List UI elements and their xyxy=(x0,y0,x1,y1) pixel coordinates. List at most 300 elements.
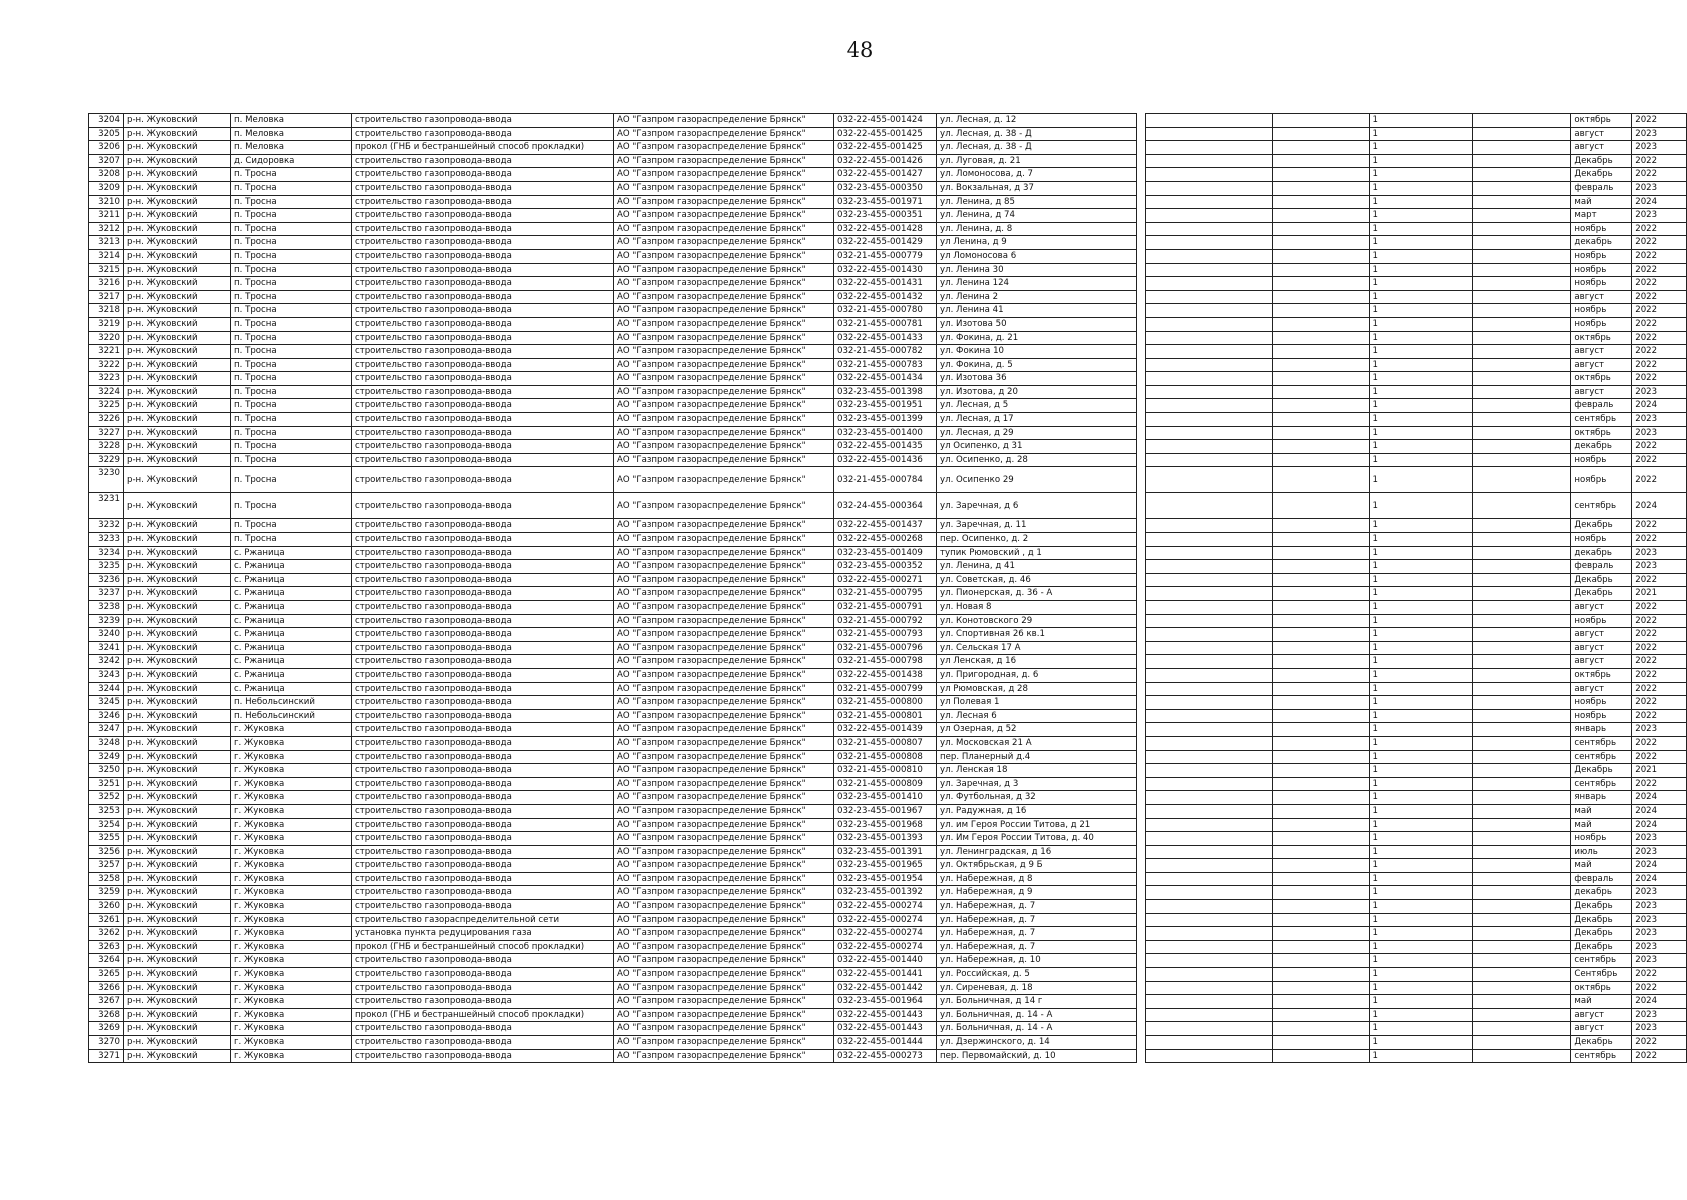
table-row xyxy=(89,872,1137,886)
table-row xyxy=(1146,872,1687,886)
table-row xyxy=(1146,696,1687,710)
year-cell: 2022 xyxy=(1632,263,1687,277)
district-cell: р-н. Жуковский xyxy=(124,804,231,818)
table-row xyxy=(1146,818,1687,832)
quantity-cell: 1 xyxy=(1369,913,1473,927)
blank-cell xyxy=(1146,777,1273,791)
object-code-cell: 032-23-455-001968 xyxy=(834,818,937,832)
settlement-cell: г. Жуковка xyxy=(231,927,352,941)
work-type-cell: строительство газопровода-ввода xyxy=(352,709,614,723)
settlement-cell: п. Меловка xyxy=(231,114,352,128)
organization-cell: АО "Газпром газораспределение Брянск" xyxy=(614,872,834,886)
blank-cell xyxy=(1272,913,1369,927)
object-code-cell: 032-22-455-000274 xyxy=(834,927,937,941)
address-cell: ул Озерная, д 52 xyxy=(937,723,1137,737)
organization-cell: АО "Газпром газораспределение Брянск" xyxy=(614,818,834,832)
table-row xyxy=(89,290,1137,304)
blank-cell xyxy=(1146,655,1273,669)
quantity-cell: 1 xyxy=(1369,519,1473,533)
table-row xyxy=(89,154,1137,168)
settlement-cell: с. Ржаница xyxy=(231,668,352,682)
object-code-cell: 032-22-455-001424 xyxy=(834,114,937,128)
district-cell: р-н. Жуковский xyxy=(124,358,231,372)
blank-cell xyxy=(1272,168,1369,182)
blank-cell xyxy=(1272,209,1369,223)
year-cell: 2024 xyxy=(1632,804,1687,818)
blank-cell xyxy=(1146,696,1273,710)
table-row xyxy=(89,927,1137,941)
blank-cell xyxy=(1272,601,1369,615)
object-code-cell: 032-22-455-001440 xyxy=(834,954,937,968)
settlement-cell: г. Жуковка xyxy=(231,845,352,859)
row-number: 3243 xyxy=(89,668,124,682)
blank-cell xyxy=(1146,440,1273,454)
blank-cell xyxy=(1473,426,1571,440)
table-row xyxy=(1146,927,1687,941)
month-cell: ноябрь xyxy=(1571,832,1632,846)
work-type-cell: строительство газораспределительной сети xyxy=(352,913,614,927)
address-cell: ул. Набережная, д 9 xyxy=(937,886,1137,900)
blank-cell xyxy=(1272,533,1369,547)
address-cell: ул. Набережная, д 8 xyxy=(937,872,1137,886)
address-cell: ул Полевая 1 xyxy=(937,696,1137,710)
blank-cell xyxy=(1473,573,1571,587)
year-cell: 2022 xyxy=(1632,641,1687,655)
blank-cell xyxy=(1473,940,1571,954)
address-cell: ул. Осипенко, д. 28 xyxy=(937,453,1137,467)
month-cell: сентябрь xyxy=(1571,750,1632,764)
object-code-cell: 032-22-455-001432 xyxy=(834,290,937,304)
year-cell: 2023 xyxy=(1632,940,1687,954)
object-code-cell: 032-23-455-001392 xyxy=(834,886,937,900)
object-code-cell: 032-22-455-000274 xyxy=(834,900,937,914)
blank-cell xyxy=(1473,1049,1571,1063)
month-cell: январь xyxy=(1571,723,1632,737)
year-cell: 2024 xyxy=(1632,195,1687,209)
district-cell: р-н. Жуковский xyxy=(124,872,231,886)
table-row xyxy=(1146,317,1687,331)
blank-cell xyxy=(1272,628,1369,642)
table-row xyxy=(1146,641,1687,655)
blank-cell xyxy=(1146,236,1273,250)
month-cell: август xyxy=(1571,1022,1632,1036)
table-row xyxy=(89,1022,1137,1036)
quantity-cell: 1 xyxy=(1369,791,1473,805)
blank-cell xyxy=(1473,236,1571,250)
blank-cell xyxy=(1473,385,1571,399)
address-cell: ул. Октябрьская, д 9 Б xyxy=(937,859,1137,873)
quantity-cell: 1 xyxy=(1369,304,1473,318)
object-code-cell: 032-22-455-001425 xyxy=(834,141,937,155)
work-type-cell: строительство газопровода-ввода xyxy=(352,440,614,454)
blank-cell xyxy=(1473,1036,1571,1050)
row-number: 3244 xyxy=(89,682,124,696)
table-row xyxy=(89,195,1137,209)
district-cell: р-н. Жуковский xyxy=(124,317,231,331)
object-code-cell: 032-23-455-001409 xyxy=(834,546,937,560)
work-type-cell: строительство газопровода-ввода xyxy=(352,168,614,182)
blank-cell xyxy=(1473,968,1571,982)
row-number: 3206 xyxy=(89,141,124,155)
quantity-cell: 1 xyxy=(1369,886,1473,900)
table-row xyxy=(89,358,1137,372)
blank-cell xyxy=(1272,886,1369,900)
address-cell: ул. Российская, д. 5 xyxy=(937,968,1137,982)
settlement-cell: п. Тросна xyxy=(231,304,352,318)
quantity-cell: 1 xyxy=(1369,345,1473,359)
row-number: 3270 xyxy=(89,1036,124,1050)
blank-cell xyxy=(1146,601,1273,615)
row-number: 3267 xyxy=(89,995,124,1009)
blank-cell xyxy=(1473,413,1571,427)
row-number: 3231 xyxy=(89,493,124,519)
object-code-cell: 032-22-455-001438 xyxy=(834,668,937,682)
settlement-cell: п. Тросна xyxy=(231,533,352,547)
work-type-cell: строительство газопровода-ввода xyxy=(352,209,614,223)
table-row xyxy=(1146,236,1687,250)
month-cell: август xyxy=(1571,385,1632,399)
work-type-cell: строительство газопровода-ввода xyxy=(352,886,614,900)
blank-cell xyxy=(1473,453,1571,467)
settlement-cell: с. Ржаница xyxy=(231,614,352,628)
blank-cell xyxy=(1473,900,1571,914)
table-row xyxy=(89,317,1137,331)
year-cell: 2024 xyxy=(1632,493,1687,519)
address-cell: ул. Им Героя России Титова, д. 40 xyxy=(937,832,1137,846)
object-code-cell: 032-21-455-000792 xyxy=(834,614,937,628)
address-cell: ул. им Героя России Титова, д 21 xyxy=(937,818,1137,832)
blank-cell xyxy=(1473,886,1571,900)
work-type-cell: строительство газопровода-ввода xyxy=(352,519,614,533)
work-type-cell: строительство газопровода-ввода xyxy=(352,668,614,682)
table-row xyxy=(89,546,1137,560)
table-row xyxy=(1146,628,1687,642)
work-type-cell: строительство газопровода-ввода xyxy=(352,372,614,386)
row-number: 3249 xyxy=(89,750,124,764)
table-row xyxy=(1146,601,1687,615)
year-cell: 2022 xyxy=(1632,453,1687,467)
row-number: 3209 xyxy=(89,181,124,195)
organization-cell: АО "Газпром газораспределение Брянск" xyxy=(614,413,834,427)
row-number: 3259 xyxy=(89,886,124,900)
settlement-cell: п. Тросна xyxy=(231,519,352,533)
blank-cell xyxy=(1272,723,1369,737)
organization-cell: АО "Газпром газораспределение Брянск" xyxy=(614,573,834,587)
month-cell: август xyxy=(1571,682,1632,696)
month-cell: ноябрь xyxy=(1571,533,1632,547)
blank-cell xyxy=(1272,968,1369,982)
blank-cell xyxy=(1473,263,1571,277)
year-cell: 2022 xyxy=(1632,317,1687,331)
quantity-cell: 1 xyxy=(1369,587,1473,601)
address-cell: ул. Лесная, д. 38 - Д xyxy=(937,127,1137,141)
address-cell: ул. Фокина, д. 21 xyxy=(937,331,1137,345)
blank-cell xyxy=(1146,345,1273,359)
object-code-cell: 032-21-455-000798 xyxy=(834,655,937,669)
district-cell: р-н. Жуковский xyxy=(124,927,231,941)
table-row xyxy=(1146,845,1687,859)
district-cell: р-н. Жуковский xyxy=(124,426,231,440)
address-cell: ул. Дзержинского, д. 14 xyxy=(937,1036,1137,1050)
year-cell: 2022 xyxy=(1632,249,1687,263)
organization-cell: АО "Газпром газораспределение Брянск" xyxy=(614,533,834,547)
district-cell: р-н. Жуковский xyxy=(124,141,231,155)
organization-cell: АО "Газпром газораспределение Брянск" xyxy=(614,277,834,291)
row-number: 3230 xyxy=(89,467,124,493)
month-cell: Декабрь xyxy=(1571,154,1632,168)
quantity-cell: 1 xyxy=(1369,804,1473,818)
organization-cell: АО "Газпром газораспределение Брянск" xyxy=(614,927,834,941)
district-cell: р-н. Жуковский xyxy=(124,399,231,413)
quantity-cell: 1 xyxy=(1369,209,1473,223)
object-code-cell: 032-21-455-000784 xyxy=(834,467,937,493)
table-row xyxy=(1146,750,1687,764)
district-cell: р-н. Жуковский xyxy=(124,900,231,914)
blank-cell xyxy=(1272,127,1369,141)
row-number: 3271 xyxy=(89,1049,124,1063)
table-row xyxy=(89,222,1137,236)
district-cell: р-н. Жуковский xyxy=(124,628,231,642)
object-code-cell: 032-22-455-000274 xyxy=(834,940,937,954)
blank-cell xyxy=(1473,533,1571,547)
table-row xyxy=(1146,1036,1687,1050)
address-cell: ул. Ленская 18 xyxy=(937,764,1137,778)
quantity-cell: 1 xyxy=(1369,832,1473,846)
month-cell: август xyxy=(1571,358,1632,372)
organization-cell: АО "Газпром газораспределение Брянск" xyxy=(614,141,834,155)
table-row xyxy=(89,628,1137,642)
object-code-cell: 032-22-455-001443 xyxy=(834,1022,937,1036)
district-cell: р-н. Жуковский xyxy=(124,940,231,954)
organization-cell: АО "Газпром газораспределение Брянск" xyxy=(614,641,834,655)
table-row xyxy=(1146,141,1687,155)
work-type-cell: строительство газопровода-ввода xyxy=(352,290,614,304)
settlement-cell: п. Тросна xyxy=(231,467,352,493)
organization-cell: АО "Газпром газораспределение Брянск" xyxy=(614,709,834,723)
table-row xyxy=(1146,277,1687,291)
year-cell: 2022 xyxy=(1632,168,1687,182)
year-cell: 2024 xyxy=(1632,818,1687,832)
blank-cell xyxy=(1146,750,1273,764)
month-cell: март xyxy=(1571,209,1632,223)
district-cell: р-н. Жуковский xyxy=(124,1036,231,1050)
settlement-cell: г. Жуковка xyxy=(231,832,352,846)
settlement-cell: г. Жуковка xyxy=(231,981,352,995)
blank-cell xyxy=(1272,900,1369,914)
address-cell: ул. Ленина 41 xyxy=(937,304,1137,318)
object-code-cell: 032-22-455-001431 xyxy=(834,277,937,291)
quantity-cell: 1 xyxy=(1369,927,1473,941)
object-code-cell: 032-22-455-001443 xyxy=(834,1008,937,1022)
month-cell: сентябрь xyxy=(1571,413,1632,427)
object-code-cell: 032-22-455-001429 xyxy=(834,236,937,250)
row-number: 3235 xyxy=(89,560,124,574)
settlement-cell: г. Жуковка xyxy=(231,900,352,914)
blank-cell xyxy=(1146,709,1273,723)
address-cell: ул. Лесная, д. 38 - Д xyxy=(937,141,1137,155)
organization-cell: АО "Газпром газораспределение Брянск" xyxy=(614,440,834,454)
district-cell: р-н. Жуковский xyxy=(124,1022,231,1036)
work-type-cell: строительство газопровода-ввода xyxy=(352,696,614,710)
blank-cell xyxy=(1146,913,1273,927)
month-cell: ноябрь xyxy=(1571,614,1632,628)
table-row xyxy=(1146,1022,1687,1036)
object-code-cell: 032-21-455-000779 xyxy=(834,249,937,263)
row-number: 3251 xyxy=(89,777,124,791)
district-cell: р-н. Жуковский xyxy=(124,372,231,386)
year-cell: 2024 xyxy=(1632,859,1687,873)
year-cell: 2024 xyxy=(1632,872,1687,886)
year-cell: 2023 xyxy=(1632,413,1687,427)
address-cell: ул. Осипенко 29 xyxy=(937,467,1137,493)
quantity-cell: 1 xyxy=(1369,467,1473,493)
month-cell: сентябрь xyxy=(1571,777,1632,791)
row-number: 3246 xyxy=(89,709,124,723)
object-code-cell: 032-23-455-001971 xyxy=(834,195,937,209)
district-cell: р-н. Жуковский xyxy=(124,114,231,128)
district-cell: р-н. Жуковский xyxy=(124,587,231,601)
quantity-cell: 1 xyxy=(1369,493,1473,519)
blank-cell xyxy=(1272,358,1369,372)
quantity-cell: 1 xyxy=(1369,413,1473,427)
blank-cell xyxy=(1272,154,1369,168)
quantity-cell: 1 xyxy=(1369,1049,1473,1063)
year-cell: 2021 xyxy=(1632,764,1687,778)
address-cell: ул. Новая 8 xyxy=(937,601,1137,615)
address-cell: ул. Луговая, д. 21 xyxy=(937,154,1137,168)
month-cell: август xyxy=(1571,290,1632,304)
table-row xyxy=(89,655,1137,669)
work-type-cell: строительство газопровода-ввода xyxy=(352,195,614,209)
object-code-cell: 032-22-455-001427 xyxy=(834,168,937,182)
row-number: 3241 xyxy=(89,641,124,655)
quantity-cell: 1 xyxy=(1369,682,1473,696)
month-cell: май xyxy=(1571,195,1632,209)
blank-cell xyxy=(1473,995,1571,1009)
object-code-cell: 032-22-455-001428 xyxy=(834,222,937,236)
month-cell: октябрь xyxy=(1571,981,1632,995)
month-cell: ноябрь xyxy=(1571,317,1632,331)
address-cell: ул. Московская 21 А xyxy=(937,736,1137,750)
month-cell: декабрь xyxy=(1571,546,1632,560)
object-code-cell: 032-22-455-001441 xyxy=(834,968,937,982)
row-number: 3247 xyxy=(89,723,124,737)
year-cell: 2023 xyxy=(1632,1022,1687,1036)
organization-cell: АО "Газпром газораспределение Брянск" xyxy=(614,1022,834,1036)
row-number: 3264 xyxy=(89,954,124,968)
blank-cell xyxy=(1146,385,1273,399)
blank-cell xyxy=(1146,614,1273,628)
quantity-cell: 1 xyxy=(1369,995,1473,1009)
object-code-cell: 032-21-455-000791 xyxy=(834,601,937,615)
blank-cell xyxy=(1272,1022,1369,1036)
table-row xyxy=(89,832,1137,846)
work-type-cell: строительство газопровода-ввода xyxy=(352,655,614,669)
district-cell: р-н. Жуковский xyxy=(124,277,231,291)
blank-cell xyxy=(1146,358,1273,372)
table-row xyxy=(1146,682,1687,696)
blank-cell xyxy=(1272,832,1369,846)
blank-cell xyxy=(1272,682,1369,696)
settlement-cell: г. Жуковка xyxy=(231,1049,352,1063)
organization-cell: АО "Газпром газораспределение Брянск" xyxy=(614,886,834,900)
blank-cell xyxy=(1473,440,1571,454)
blank-cell xyxy=(1146,181,1273,195)
table-row xyxy=(1146,440,1687,454)
object-code-cell: 032-23-455-001410 xyxy=(834,791,937,805)
settlement-cell: с. Ржаница xyxy=(231,655,352,669)
blank-cell xyxy=(1146,573,1273,587)
row-number: 3228 xyxy=(89,440,124,454)
settlement-cell: п. Тросна xyxy=(231,236,352,250)
month-cell: май xyxy=(1571,818,1632,832)
table-row xyxy=(1146,1049,1687,1063)
row-number: 3227 xyxy=(89,426,124,440)
object-code-cell: 032-22-455-000274 xyxy=(834,913,937,927)
blank-cell xyxy=(1473,818,1571,832)
work-type-cell: строительство газопровода-ввода xyxy=(352,114,614,128)
table-row xyxy=(89,750,1137,764)
table-row xyxy=(1146,913,1687,927)
year-cell: 2023 xyxy=(1632,900,1687,914)
row-number: 3262 xyxy=(89,927,124,941)
settlement-cell: г. Жуковка xyxy=(231,736,352,750)
object-code-cell: 032-21-455-000800 xyxy=(834,696,937,710)
table-row xyxy=(89,345,1137,359)
quantity-cell: 1 xyxy=(1369,968,1473,982)
object-code-cell: 032-22-455-001435 xyxy=(834,440,937,454)
table-row xyxy=(89,723,1137,737)
object-code-cell: 032-22-455-001442 xyxy=(834,981,937,995)
row-number: 3217 xyxy=(89,290,124,304)
blank-cell xyxy=(1272,736,1369,750)
blank-cell xyxy=(1272,1049,1369,1063)
settlement-cell: п. Тросна xyxy=(231,413,352,427)
blank-cell xyxy=(1473,696,1571,710)
blank-cell xyxy=(1272,560,1369,574)
organization-cell: АО "Газпром газораспределение Брянск" xyxy=(614,682,834,696)
quantity-cell: 1 xyxy=(1369,1022,1473,1036)
settlement-cell: п. Тросна xyxy=(231,372,352,386)
table-row xyxy=(1146,195,1687,209)
organization-cell: АО "Газпром газораспределение Брянск" xyxy=(614,655,834,669)
settlement-cell: п. Тросна xyxy=(231,168,352,182)
table-row xyxy=(89,696,1137,710)
address-cell: ул. Заречная, д 6 xyxy=(937,493,1137,519)
blank-cell xyxy=(1146,399,1273,413)
row-number: 3258 xyxy=(89,872,124,886)
blank-cell xyxy=(1473,587,1571,601)
table-row xyxy=(1146,723,1687,737)
month-cell: октябрь xyxy=(1571,114,1632,128)
row-number: 3256 xyxy=(89,845,124,859)
year-cell: 2022 xyxy=(1632,573,1687,587)
row-number: 3223 xyxy=(89,372,124,386)
organization-cell: АО "Газпром газораспределение Брянск" xyxy=(614,723,834,737)
organization-cell: АО "Газпром газораспределение Брянск" xyxy=(614,859,834,873)
year-cell: 2022 xyxy=(1632,709,1687,723)
year-cell: 2022 xyxy=(1632,358,1687,372)
blank-cell xyxy=(1146,981,1273,995)
blank-cell xyxy=(1473,777,1571,791)
settlement-cell: п. Тросна xyxy=(231,345,352,359)
table-row xyxy=(1146,263,1687,277)
table-row xyxy=(1146,940,1687,954)
table-row xyxy=(89,399,1137,413)
blank-cell xyxy=(1473,493,1571,519)
row-number: 3236 xyxy=(89,573,124,587)
blank-cell xyxy=(1473,913,1571,927)
